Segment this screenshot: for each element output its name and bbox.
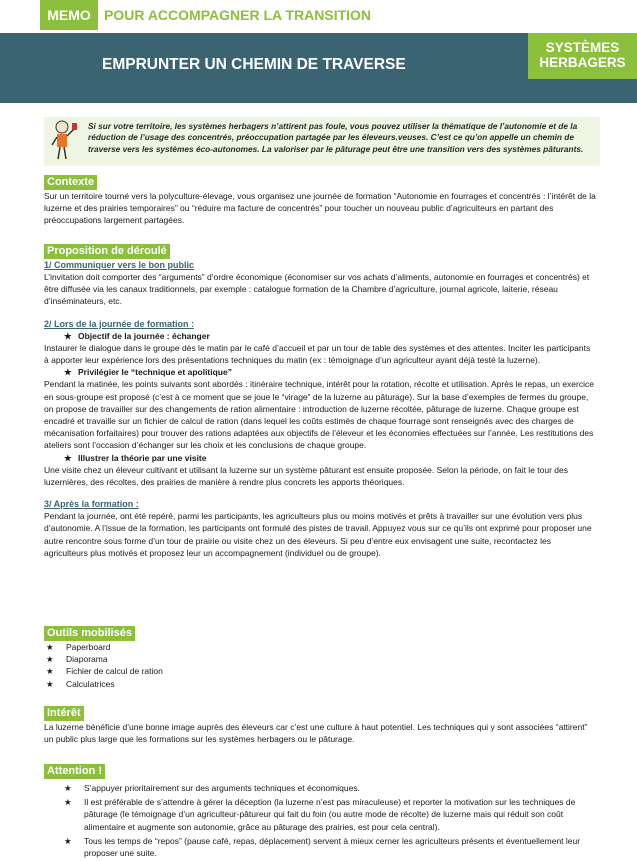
- list-item: [44, 665, 596, 677]
- person-icon: [48, 119, 80, 163]
- step-2-heading: 2/ Lors de la journée de formation :: [44, 318, 195, 329]
- contexte-text: Sur un territoire tourné vers la polyculture-élevage, vous organisez une journée de formation “Autonomie en fourrages et concentrés : l’intérêt de la luzerne et des prairies temporaires” ou “réduire ma facture de concentrés” pour toucher un nouveau public d’agriculteurs en partant des préoccupations largement partagées.: [44, 191, 596, 226]
- star-icon: ★: [64, 367, 72, 378]
- section-heading: Intérêt: [44, 706, 84, 721]
- section-heading: Proposition de déroulé: [44, 244, 170, 259]
- list-item-text: Fichier de calcul de ration: [66, 666, 163, 677]
- star-icon: ★: [64, 330, 72, 341]
- top-bar: [0, 0, 637, 30]
- memo-tag: MEMO: [40, 0, 98, 30]
- step-3-text: Pendant la journée, ont été repéré, parmi les participants, les agriculteurs plus ou moins motivés et prêts à travailler sur une évolution vers plus d’autonomie. A l’issue de la formation, les participants ont formulé des pistes de travail. Appuyez vous sur ce qu’ils ont exprimé pour proposer une autre rencontre sous forme d’un tour de prairie ou visite chez un des éleveurs. Si peu d’entre eux envisagent une suite, recontactez les agriculteurs plus motivés et proposez leur un accompagnement (individuel ou de groupe).: [44, 511, 592, 558]
- list-item: [44, 653, 596, 665]
- section-contexte: [44, 172, 596, 227]
- badge-line-2: HERBAGERS: [539, 55, 626, 70]
- list-item-text: Diaporama: [66, 654, 108, 665]
- subtitle: POUR ACCOMPAGNER LA TRANSITION: [104, 7, 372, 23]
- category-badge: [528, 33, 637, 79]
- star-icon: ★: [64, 452, 72, 463]
- interet-text: La luzerne bénéficie d’une bonne image auprès des éleveurs car c’est une culture à haut potentiel. Les techniques qui y sont associées “attirent” un public plus large que les formations sur les systèmes herbagers ou le pâturage.: [44, 722, 588, 745]
- star-icon: ★: [46, 666, 54, 677]
- list-item-text: Paperboard: [66, 642, 111, 652]
- list-item: [44, 835, 596, 859]
- page-title: EMPRUNTER UN CHEMIN DE TRAVERSE: [102, 56, 406, 73]
- list-item: [44, 782, 596, 794]
- step-1-text: L’invitation doit comporter des “arguments” d’ordre économique (économiser sur vos achats d’aliments, autonomie en fourrages et concentrés) et être diffusée via les canaux traditionnels, par exemple : catalogue formation de la Chambre d’agriculture, journal agricole, laiterie, réseau d’inséminateurs, etc.: [44, 272, 590, 307]
- step-3-heading: 3/ Après la formation :: [44, 499, 139, 510]
- star-icon: ★: [46, 678, 54, 689]
- section-heading: Contexte: [44, 175, 97, 190]
- bullet-text: Instaurer le dialogue dans le groupe dès le matin par le café d’accueil et par un tour de table des systèmes et des attentes. Inciter les participants à apporter leur expérience lors des présentations techniques du matin (ex : témoignage d’un agriculteur ayant déjà testé la luzerne).: [44, 342, 591, 366]
- star-icon: ★: [46, 654, 54, 665]
- bullet-heading: Privilégier le “technique et apolitique”: [78, 367, 232, 378]
- list-item-text: Calculatrices: [66, 678, 115, 689]
- section-heading: Outils mobilisés: [44, 626, 135, 641]
- intro-box: [44, 117, 600, 166]
- section-attention: [44, 761, 596, 861]
- section-interet: [44, 703, 596, 745]
- list-item: [44, 678, 596, 690]
- bullet-heading: Illustrer la théorie par une visite: [78, 452, 207, 463]
- list-item: [44, 796, 596, 833]
- list-item-text: S’appuyer prioritairement sur des arguments techniques et économiques.: [84, 783, 360, 793]
- bullet-text: Une visite chez un éleveur cultivant et utilisant la luzerne sur un système pâturant est ensuite proposée. Selon la période, on fait le tour des luzernières, des récoltes, des prairies de manière à rendre plus concrets les apports théoriques.: [44, 464, 568, 488]
- section-deroule: [44, 241, 596, 559]
- bullet-heading: Objectif de la journée : échanger: [78, 330, 210, 341]
- step-1-heading: 1/ Communiquer vers le bon public: [44, 260, 195, 270]
- star-icon: ★: [46, 642, 54, 652]
- list-item-text: Tous les temps de “repos” (pause café, repas, déplacement) servent à mieux cerner les agriculteurs présents et éventuellement leur proposer une suite.: [84, 835, 581, 859]
- section-outils: [44, 623, 596, 690]
- list-item: [44, 641, 596, 653]
- section-heading: Attention !: [44, 764, 105, 779]
- star-icon: ★: [64, 783, 72, 793]
- list-item-text: Il est préférable de s’attendre à gérer la déception (la luzerne n’est pas miraculeuse) et reporter la motivation sur les techniques de pâturage (le témoignage d’un agriculteur-pâtureur qui fait du foin (ou autre mode de récolte) de luzerne mais qui réduit son coût alimentaire et augmente son autonomie, grâce au pâturage des prairies, est pour cela central).: [84, 797, 576, 832]
- badge-line-1: SYSTÈMES: [545, 40, 620, 55]
- star-icon: ★: [64, 835, 72, 846]
- bullet-text: Pendant la matinée, les points suivants sont abordés : itinéraire technique, intérêt pour la rotation, récolte et utilisation. Après le repas, un exercice en sous-groupe est proposé (c’est à ce moment que se joue le “virage” de la luzerne au pâturage). Sur la base d’exemples de fermes du groupe, on propose de travailler sur des changements de ration alimentaire : introduction de luzerne récoltée, pâturage de luzerne. Chaque groupe est encadré et travaille sur un fichier de calcul de ration (dans lequel les coûts estimés de chaque fourrage sont renseignés avec des charges de mécanisation forfaitaires) pour trouver des rations adaptées aux objectifs de l’éleveur et les économies effectuées sur l’année. Les restitutions des ateliers sont l’occasion d’échanger sur les choix et les conclusions de chaque groupe.: [44, 379, 594, 451]
- intro-text: Si sur votre territoire, les systèmes herbagers n’attirent pas foule, vous pouvez utiliser la thématique de l’autonomie et de la réduction de l’usage des concentrés, préoccupation partagée par les éleveurs.veuses. C’est ce qu’on appelle un chemin de traverse vers les systèmes éco-autonomes. La valoriser par le pâturage peut être une transition vers des systèmes pâturants.: [88, 121, 584, 154]
- star-icon: ★: [64, 797, 72, 808]
